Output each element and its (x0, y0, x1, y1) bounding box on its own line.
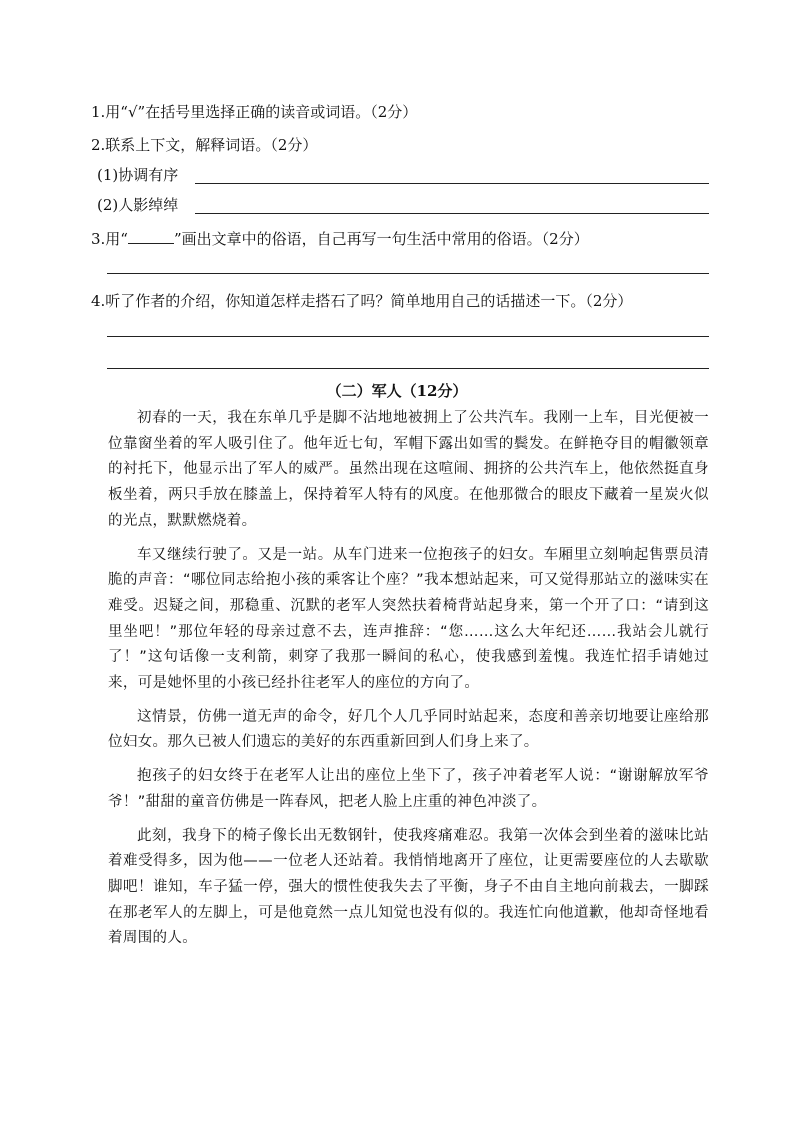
item-2-answer-line[interactable] (195, 213, 709, 214)
question-3-suffix: ”画出文章中的俗语，自己再写一句生活中常用的俗语。（2分） (173, 230, 589, 248)
question-3 (91, 228, 589, 249)
question-4: 4.听了作者的介绍，你知道怎样走搭石了吗？简单地用自己的话描述一下。（2分） (91, 292, 633, 310)
paragraph-1: 初春的一天，我在东单几乎是脚不沾地地被拥上了公共汽车。我刚一上车，目光便被一位靠窗坐着的军人吸引住了。他年近七旬，军帽下露出如雪的鬓发。在鲜艳夺目的帽徽领章的衬托下，他显示出了军人的威严。虽然出现在这喧闹、拥挤的公共汽车上，他依然挺直身板坐着，两只手放在膝盖上，保持着军人特有的风度。在他那微合的眼皮下藏着一星炭火似的光点，默默燃烧着。 (108, 410, 709, 529)
question-2-item-2 (97, 194, 709, 216)
question-4-answer-line-2[interactable] (107, 368, 709, 369)
item-2-label: (2)人影绰绰 (97, 196, 179, 214)
item-1-answer-line[interactable] (195, 183, 709, 184)
question-2-item-1 (97, 164, 709, 186)
underline-sample (128, 229, 174, 244)
item-1-label: (1)协调有序 (97, 166, 179, 184)
section-title: （二）军人（12分） (326, 382, 468, 400)
question-3-answer-line[interactable] (107, 273, 709, 274)
question-4-answer-line-1[interactable] (107, 336, 709, 337)
paragraph-2: 车又继续行驶了。又是一站。从车门进来一位抱孩子的妇女。车厢里立刻响起售票员清脆的声音：“哪位同志给抱小孩的乘客让个座？”我本想站起来，可又觉得那站立的滋味实在难受。迟疑之间，那稳重、沉默的老军人突然扶着椅背站起身来，第一个开了口：“请到这里坐吧！”那位年轻的母亲过意不去，连声推辞：“您……这么大年纪还……我站会儿就行了！”这句话像一支利箭，刺穿了我那一瞬间的私心，使我感到羞愧。我连忙招手请她过来，可是她怀里的小孩已经扑往老军人的座位的方向了。 (108, 546, 709, 692)
question-1: 1.用“√”在括号里选择正确的读音或词语。（2分） (91, 103, 418, 121)
paragraph-5: 此刻，我身下的椅子像长出无数钢针，使我疼痛难忍。我第一次体会到坐着的滋味比站着难受得多，因为他——一位老人还站着。我悄悄地离开了座位，让更需要座位的人去歇歇脚吧！谁知，车子猛一停，强大的惯性使我失去了平衡，身子不由自主地向前栽去，一脚踩在那老军人的左脚上，可是他竟然一点儿知觉也没有似的。我连忙向他道歉，他却奇怪地看着周围的人。 (108, 827, 709, 947)
article-body (108, 406, 709, 960)
paragraph-4: 抱孩子的妇女终于在老军人让出的座位上坐下了，孩子冲着老军人说：“谢谢解放军爷爷！”甜甜的童音仿佛是一阵春风，把老人脸上庄重的神色冲淡了。 (108, 768, 709, 810)
paragraph-3: 这情景，仿佛一道无声的命令，好几个人几乎同时站起来，态度和善亲切地要让座给那位妇女。那久已被人们遗忘的美好的东西重新回到人们身上来了。 (108, 708, 709, 751)
question-2: 2.联系上下文，解释词语。（2分） (91, 136, 318, 154)
question-3-prefix: 3.用“ (91, 230, 128, 248)
